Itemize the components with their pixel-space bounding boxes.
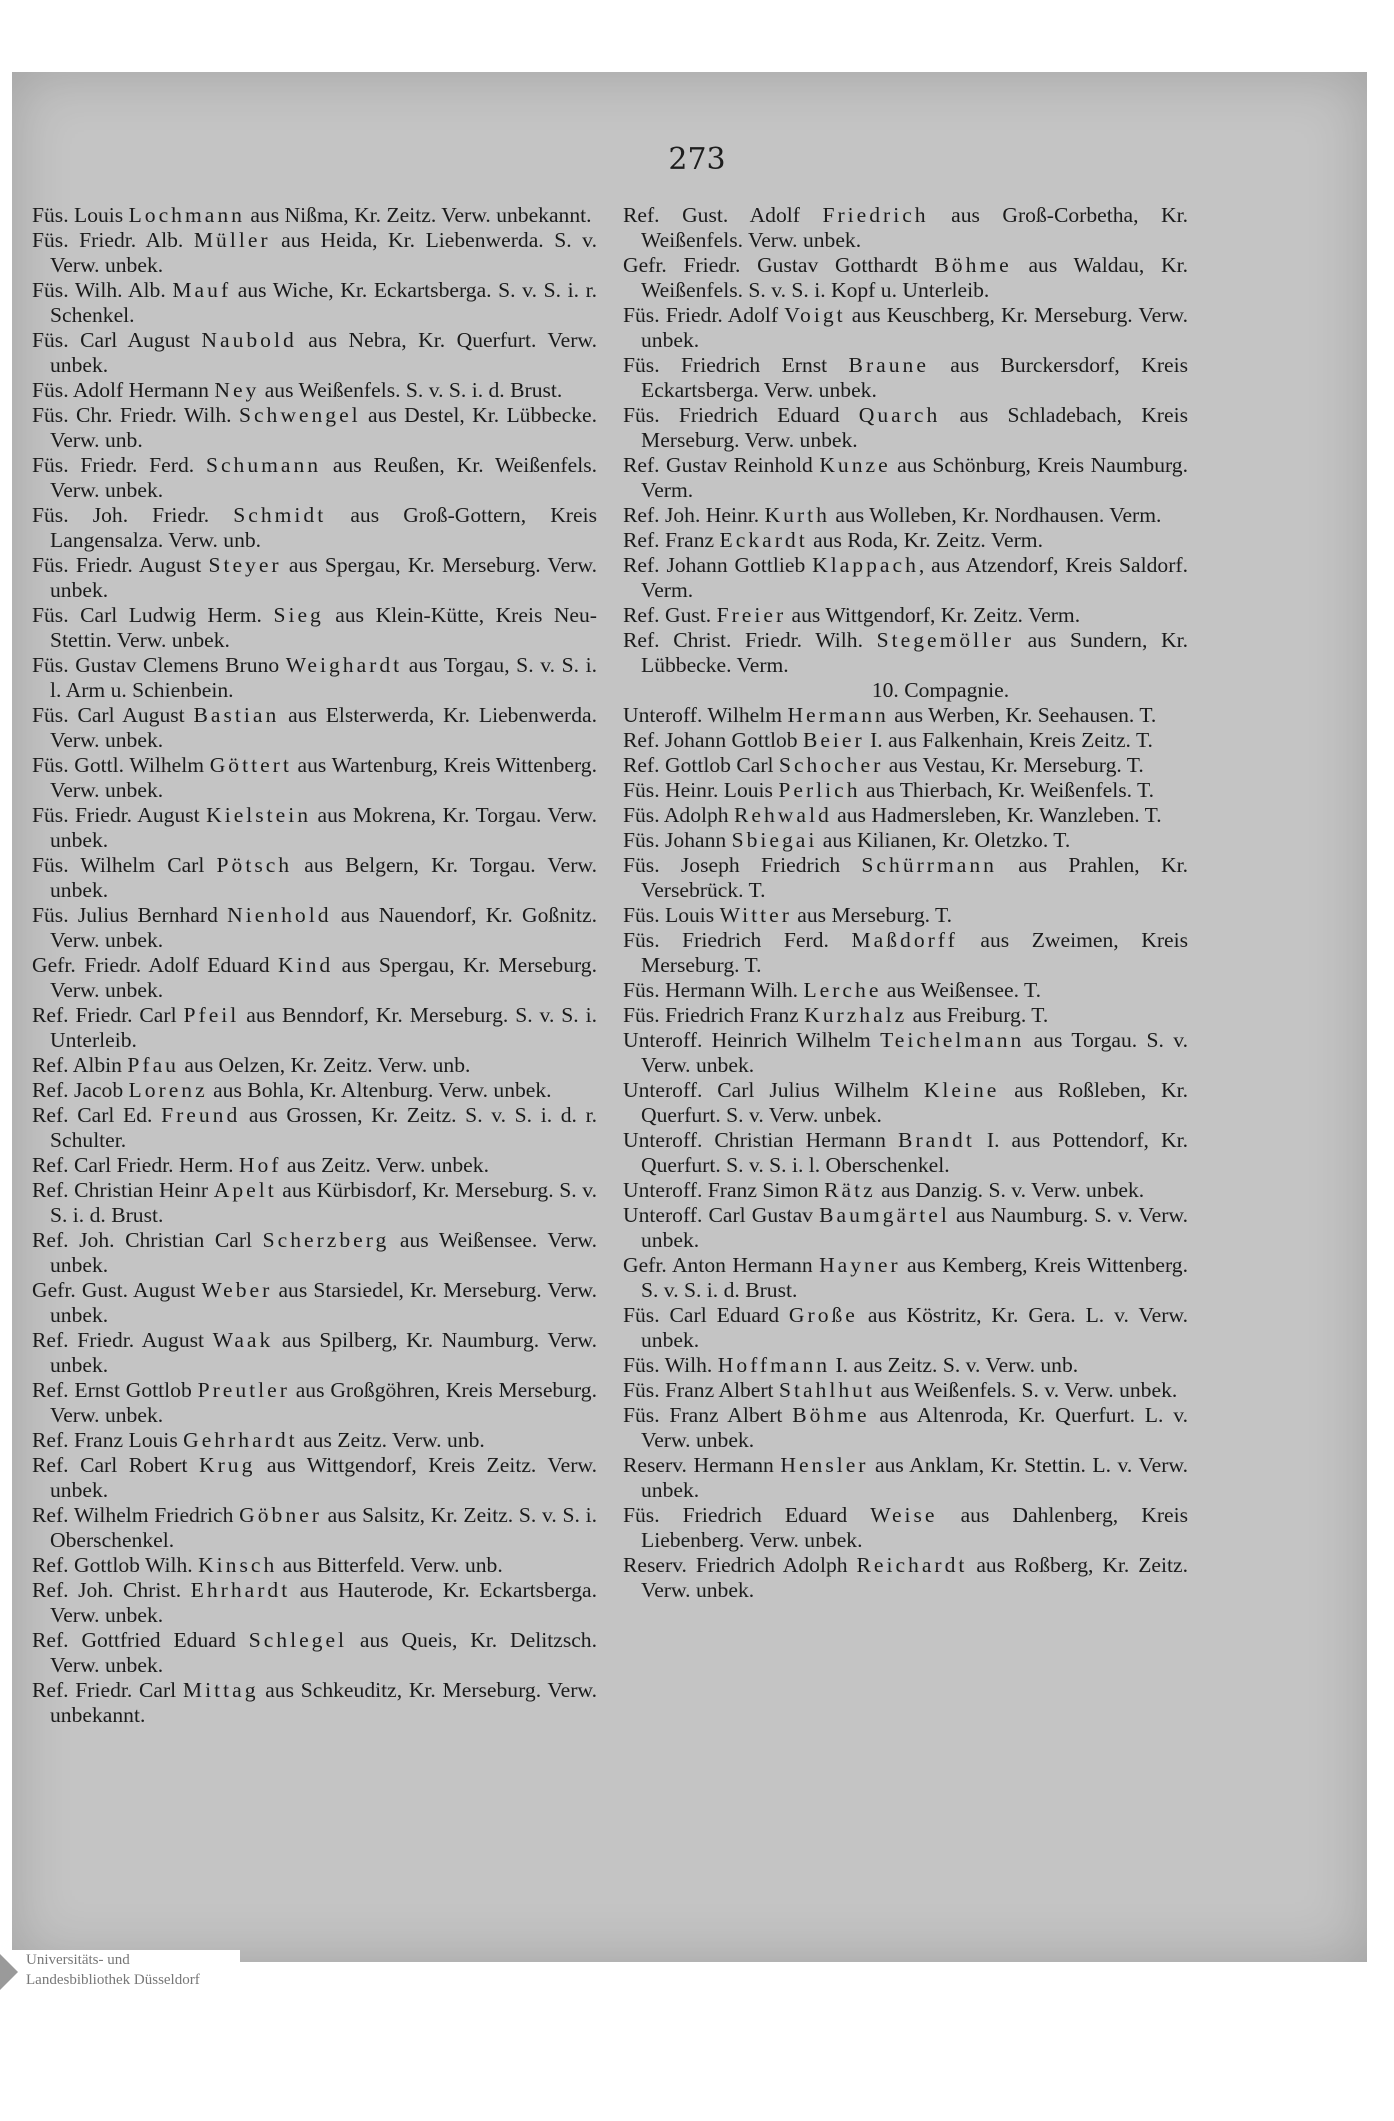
entry-surname: Göbner bbox=[239, 1503, 322, 1527]
entry-prefix: Ref. Gust. bbox=[623, 603, 717, 627]
entry-surname: Perlich bbox=[778, 778, 861, 802]
entry-prefix: Füs. Gottl. Wilhelm bbox=[32, 753, 210, 777]
casualty-entry bbox=[32, 1153, 597, 1178]
casualty-entry bbox=[623, 1178, 1188, 1203]
entry-prefix: Unteroff. Heinrich Wilhelm bbox=[623, 1028, 881, 1052]
entry-details: aus Wittgendorf, Kreis Zeitz. Verw. unbek. bbox=[50, 1453, 597, 1502]
entry-details: aus Nauendorf, Kr. Goßnitz. Verw. unbek. bbox=[50, 903, 597, 952]
casualty-entry bbox=[623, 753, 1188, 778]
casualty-entry bbox=[623, 703, 1188, 728]
entry-details: aus Kilianen, Kr. Oletzko. T. bbox=[817, 828, 1071, 852]
entry-surname: Preutler bbox=[197, 1378, 290, 1402]
entry-prefix: Unteroff. Christian Hermann bbox=[623, 1128, 899, 1152]
entry-details: , aus Atzendorf, Kreis Saldorf. Verm. bbox=[641, 553, 1188, 602]
entry-details: aus Danzig. S. v. Verw. unbek. bbox=[875, 1178, 1145, 1202]
entry-prefix: Ref. Albin bbox=[32, 1053, 128, 1077]
library-logo-icon bbox=[0, 1954, 18, 1990]
casualty-entry bbox=[623, 1253, 1188, 1303]
entry-details: aus Spergau, Kr. Merseburg. Verw. unbek. bbox=[50, 953, 597, 1002]
entry-details: aus Keuschberg, Kr. Merseburg. Verw. unbek. bbox=[641, 303, 1188, 352]
casualty-entry bbox=[623, 728, 1188, 753]
entry-surname: Reichardt bbox=[856, 1553, 968, 1577]
entry-prefix: Füs. Friedr. August bbox=[32, 553, 209, 577]
entry-prefix: Gefr. Friedr. Gustav Gotthardt bbox=[623, 253, 935, 277]
casualty-entry bbox=[623, 628, 1188, 678]
casualty-entry bbox=[623, 1378, 1188, 1403]
entry-prefix: Füs. Friedr. August bbox=[32, 803, 207, 827]
casualty-entry bbox=[32, 1078, 597, 1103]
entry-surname: Beier bbox=[802, 728, 865, 752]
casualty-entry bbox=[623, 503, 1188, 528]
right-column bbox=[623, 203, 1188, 1603]
entry-prefix: Ref. Gottlob Wilh. bbox=[32, 1553, 199, 1577]
casualty-entry bbox=[32, 1503, 597, 1553]
casualty-entry bbox=[623, 453, 1188, 503]
entry-prefix: Füs. Julius Bernhard bbox=[32, 903, 228, 927]
entry-surname: Pfeil bbox=[183, 1003, 240, 1027]
entry-prefix: Ref. Gottlob Carl bbox=[623, 753, 779, 777]
entry-surname: Eckardt bbox=[719, 528, 808, 552]
casualty-entry bbox=[623, 828, 1188, 853]
casualty-entry bbox=[32, 1378, 597, 1428]
casualty-entry bbox=[32, 953, 597, 1003]
entry-surname: Rehwald bbox=[734, 803, 832, 827]
entry-prefix: Ref. Friedr. Carl bbox=[32, 1678, 183, 1702]
casualty-entry bbox=[32, 1228, 597, 1278]
entry-details: aus Starsiedel, Kr. Merseburg. Verw. unbek. bbox=[50, 1278, 597, 1327]
entry-surname: Kunze bbox=[819, 453, 891, 477]
entry-surname: Voigt bbox=[784, 303, 846, 327]
entry-prefix: Füs. Joh. Friedr. bbox=[32, 503, 234, 527]
entry-prefix: Füs. Franz Albert bbox=[623, 1378, 779, 1402]
entry-surname: Ehrhardt bbox=[190, 1578, 291, 1602]
entry-prefix: Füs. Louis bbox=[623, 903, 720, 927]
entry-surname: Müller bbox=[193, 228, 271, 252]
entry-details: aus Bitterfeld. Verw. unb. bbox=[277, 1553, 503, 1577]
entry-surname: Hayner bbox=[819, 1253, 901, 1277]
entry-prefix: Unteroff. Franz Simon bbox=[623, 1178, 825, 1202]
entry-surname: Lochmann bbox=[128, 203, 245, 227]
entry-details: aus Klein-Kütte, Kreis Neu-Stettin. Verw. unbek. bbox=[50, 603, 597, 652]
entry-prefix: Füs. Friedrich Eduard bbox=[623, 1503, 871, 1527]
entry-details: aus Schladebach, Kreis Merseburg. Verw. unbek. bbox=[641, 403, 1188, 452]
entry-prefix: Ref. Carl Friedr. Herm. bbox=[32, 1153, 239, 1177]
entry-surname: Weber bbox=[201, 1278, 273, 1302]
entry-details: aus Groß-Gottern, Kreis Langensalza. Verw. unb. bbox=[50, 503, 597, 552]
entry-prefix: Ref. Joh. Christian Carl bbox=[32, 1228, 263, 1252]
entry-surname: Steyer bbox=[208, 553, 282, 577]
entry-details: aus Schkeuditz, Kr. Merseburg. Verw. unbekannt. bbox=[50, 1678, 597, 1727]
entry-surname: Pötsch bbox=[216, 853, 293, 877]
entry-details: aus Prahlen, Kr. Versebrück. T. bbox=[641, 853, 1188, 902]
entry-prefix: Ref. Christian Heinr bbox=[32, 1178, 214, 1202]
entry-details: aus Naumburg. S. v. Verw. unbek. bbox=[641, 1203, 1189, 1252]
entry-prefix: Füs. Joseph Friedrich bbox=[623, 853, 862, 877]
entry-details: aus Zweimen, Kreis Merseburg. T. bbox=[641, 928, 1188, 977]
entry-details: aus Vestau, Kr. Merseburg. T. bbox=[883, 753, 1144, 777]
entry-surname: Pfau bbox=[127, 1053, 179, 1077]
entry-surname: Stahlhut bbox=[778, 1378, 875, 1402]
casualty-entry bbox=[623, 353, 1188, 403]
entry-surname: Hensler bbox=[780, 1453, 869, 1477]
entry-surname: Braune bbox=[848, 353, 929, 377]
casualty-entry bbox=[32, 503, 597, 553]
entry-surname: Freier bbox=[716, 603, 787, 627]
casualty-entry bbox=[32, 1678, 597, 1728]
entry-details: aus Anklam, Kr. Stettin. L. v. Verw. unbek. bbox=[641, 1453, 1188, 1502]
entry-details: I. aus Falkenhain, Kreis Zeitz. T. bbox=[864, 728, 1153, 752]
entry-surname: Hermann bbox=[787, 703, 889, 727]
entry-details: aus Hauterode, Kr. Eckartsberga. Verw. unbek. bbox=[50, 1578, 597, 1627]
entry-details: aus Altenroda, Kr. Querfurt. L. v. Verw. unbek. bbox=[641, 1403, 1188, 1452]
casualty-entry bbox=[623, 1553, 1188, 1603]
casualty-entry bbox=[623, 1128, 1188, 1178]
entry-details: aus Wittgendorf, Kr. Zeitz. Verm. bbox=[786, 603, 1081, 627]
entry-details: aus Wiche, Kr. Eckartsberga. S. v. S. i. r. Schenkel. bbox=[50, 278, 597, 327]
entry-details: aus Weißensee. T. bbox=[881, 978, 1041, 1002]
entry-surname: Rätz bbox=[824, 1178, 876, 1202]
casualty-entry bbox=[32, 903, 597, 953]
casualty-entry bbox=[623, 203, 1188, 253]
entry-details: aus Roßberg, Kr. Zeitz. Verw. unbek. bbox=[641, 1553, 1188, 1602]
casualty-entry bbox=[623, 1353, 1188, 1378]
entry-surname: Weighardt bbox=[285, 653, 403, 677]
entry-surname: Sieg bbox=[273, 603, 324, 627]
casualty-entry bbox=[623, 803, 1188, 828]
casualty-entry bbox=[32, 1628, 597, 1678]
right-column-bottom-list bbox=[623, 703, 1188, 1603]
entry-surname: Kinsch bbox=[198, 1553, 278, 1577]
entry-prefix: Ref. Jacob bbox=[32, 1078, 129, 1102]
entry-surname: Schlegel bbox=[248, 1628, 348, 1652]
entry-details: aus Zeitz. Verw. unb. bbox=[297, 1428, 485, 1452]
casualty-entry bbox=[623, 553, 1188, 603]
casualty-entry bbox=[32, 453, 597, 503]
entry-details: I. aus Pottendorf, Kr. Querfurt. S. v. S. i. l. Oberschenkel. bbox=[641, 1128, 1188, 1177]
casualty-entry bbox=[623, 903, 1188, 928]
entry-surname: Witter bbox=[719, 903, 792, 927]
casualty-entry bbox=[32, 1178, 597, 1228]
casualty-entry bbox=[32, 228, 597, 278]
entry-details: aus Salsitz, Kr. Zeitz. S. v. S. i. Oberschenkel. bbox=[50, 1503, 597, 1552]
casualty-entry bbox=[32, 753, 597, 803]
entry-surname: Stegemöller bbox=[876, 628, 1014, 652]
entry-prefix: Füs. Carl August bbox=[32, 328, 202, 352]
entry-surname: Schwengel bbox=[238, 403, 361, 427]
entry-surname: Lerche bbox=[803, 978, 882, 1002]
entry-details: aus Groß-Corbetha, Kr. Weißenfels. Verw. unbek. bbox=[641, 203, 1188, 252]
entry-details: aus Kemberg, Kreis Wittenberg. S. v. S. i. d. Brust. bbox=[641, 1253, 1188, 1302]
entry-prefix: Gefr. Gust. August bbox=[32, 1278, 202, 1302]
casualty-entry bbox=[623, 853, 1188, 903]
entry-surname: Schürrmann bbox=[861, 853, 997, 877]
entry-prefix: Füs. Friedrich Ernst bbox=[623, 353, 849, 377]
casualty-entry bbox=[623, 253, 1188, 303]
entry-details: aus Elsterwerda, Kr. Liebenwerda. Verw. unbek. bbox=[50, 703, 597, 752]
entry-surname: Gehrhardt bbox=[183, 1428, 298, 1452]
entry-details: aus Freiburg. T. bbox=[907, 1003, 1049, 1027]
casualty-entry bbox=[32, 1328, 597, 1378]
entry-surname: Freund bbox=[161, 1103, 241, 1127]
entry-surname: Schocher bbox=[778, 753, 884, 777]
entry-prefix: Füs. Gustav Clemens Bruno bbox=[32, 653, 286, 677]
entry-surname: Schmidt bbox=[233, 503, 327, 527]
right-column-top-list bbox=[623, 203, 1188, 678]
entry-details: aus Weißenfels. S. v. Verw. unbek. bbox=[874, 1378, 1178, 1402]
casualty-entry bbox=[32, 1553, 597, 1578]
entry-details: aus Waldau, Kr. Weißenfels. S. v. S. i. Kopf u. Unterleib. bbox=[641, 253, 1188, 302]
entry-details: aus Roßleben, Kr. Querfurt. S. v. Verw. unbek. bbox=[641, 1078, 1188, 1127]
entry-prefix: Ref. Franz Louis bbox=[32, 1428, 184, 1452]
entry-prefix: Füs. Wilh. bbox=[623, 1353, 718, 1377]
entry-details: aus Werben, Kr. Seehausen. T. bbox=[888, 703, 1157, 727]
entry-prefix: Gefr. Anton Hermann bbox=[623, 1253, 820, 1277]
entry-details: aus Bohla, Kr. Altenburg. Verw. unbek. bbox=[207, 1078, 552, 1102]
entry-prefix: Füs. Friedrich Eduard bbox=[623, 403, 859, 427]
casualty-entry bbox=[623, 1403, 1188, 1453]
entry-surname: Böhme bbox=[934, 253, 1012, 277]
entry-surname: Weise bbox=[870, 1503, 938, 1527]
entry-surname: Bastian bbox=[193, 703, 280, 727]
entry-surname: Ney bbox=[214, 378, 260, 402]
entry-details: aus Zeitz. Verw. unbek. bbox=[281, 1153, 489, 1177]
entry-surname: Mittag bbox=[182, 1678, 259, 1702]
entry-prefix: Ref. Carl Ed. bbox=[32, 1103, 162, 1127]
entry-surname: Kurzhalz bbox=[804, 1003, 908, 1027]
entry-prefix: Ref. Gust. Adolf bbox=[623, 203, 823, 227]
casualty-entry bbox=[32, 1278, 597, 1328]
entry-surname: Hoffmann bbox=[717, 1353, 831, 1377]
casualty-entry bbox=[32, 328, 597, 378]
casualty-entry bbox=[32, 853, 597, 903]
entry-prefix: Füs. Friedr. Alb. bbox=[32, 228, 194, 252]
casualty-entry bbox=[32, 278, 597, 328]
entry-details: aus Belgern, Kr. Torgau. Verw. unbek. bbox=[50, 853, 597, 902]
entry-surname: Göttert bbox=[209, 753, 292, 777]
casualty-entry bbox=[623, 778, 1188, 803]
entry-details: aus Schönburg, Kreis Naumburg. Verm. bbox=[641, 453, 1188, 502]
casualty-entry bbox=[32, 378, 597, 403]
entry-surname: Große bbox=[788, 1303, 858, 1327]
entry-prefix: Füs. Johann bbox=[623, 828, 732, 852]
casualty-entry bbox=[32, 1003, 597, 1053]
entry-prefix: Ref. Franz bbox=[623, 528, 720, 552]
entry-prefix: Füs. Friedrich Franz bbox=[623, 1003, 805, 1027]
entry-prefix: Ref. Joh. Heinr. bbox=[623, 503, 765, 527]
entry-details: aus Grossen, Kr. Zeitz. S. v. S. i. d. r. Schulter. bbox=[50, 1103, 597, 1152]
casualty-entry bbox=[623, 303, 1188, 353]
entry-prefix: Unteroff. Carl Julius Wilhelm bbox=[623, 1078, 924, 1102]
entry-surname: Sbiegai bbox=[731, 828, 818, 852]
entry-prefix: Füs. Carl August bbox=[32, 703, 194, 727]
entry-details: aus Roda, Kr. Zeitz. Verm. bbox=[807, 528, 1043, 552]
entry-surname: Quarch bbox=[858, 403, 941, 427]
entry-surname: Krug bbox=[198, 1453, 256, 1477]
casualty-entry bbox=[623, 603, 1188, 628]
entry-prefix: Ref. Gustav Reinhold bbox=[623, 453, 820, 477]
entry-prefix: Füs. Louis bbox=[32, 203, 129, 227]
entry-prefix: Füs. Hermann Wilh. bbox=[623, 978, 804, 1002]
casualty-entry bbox=[623, 1078, 1188, 1128]
entry-surname: Apelt bbox=[213, 1178, 277, 1202]
entry-details: aus Hadmersleben, Kr. Wanzleben. T. bbox=[831, 803, 1162, 827]
entry-surname: Schumann bbox=[205, 453, 322, 477]
casualty-entry bbox=[623, 1303, 1188, 1353]
entry-prefix: Ref. Johann Gottlob bbox=[623, 728, 803, 752]
entry-prefix: Ref. Carl Robert bbox=[32, 1453, 199, 1477]
entry-prefix: Ref. Christ. Friedr. Wilh. bbox=[623, 628, 877, 652]
entry-prefix: Reserv. Friedrich Adolph bbox=[623, 1553, 857, 1577]
entry-details: aus Spergau, Kr. Merseburg. Verw. unbek. bbox=[50, 553, 598, 602]
entry-surname: Friedrich bbox=[822, 203, 929, 227]
casualty-entry bbox=[32, 803, 597, 853]
entry-details: I. aus Zeitz. S. v. Verw. unb. bbox=[830, 1353, 1079, 1377]
entry-surname: Maßdorff bbox=[851, 928, 958, 952]
entry-surname: Klappach bbox=[812, 553, 919, 577]
casualty-entry bbox=[32, 203, 597, 228]
entry-details: aus Kürbisdorf, Kr. Merseburg. S. v. S. i. d. Brust. bbox=[50, 1178, 597, 1227]
entry-details: aus Burckersdorf, Kreis Eckartsberga. Verw. unbek. bbox=[641, 353, 1188, 402]
entry-details: aus Destel, Kr. Lübbecke. Verw. unb. bbox=[50, 403, 597, 452]
entry-details: aus Großgöhren, Kreis Merseburg. Verw. unbek. bbox=[50, 1378, 597, 1427]
entry-prefix: Füs. Chr. Friedr. Wilh. bbox=[32, 403, 239, 427]
casualty-entry bbox=[32, 403, 597, 453]
casualty-entry bbox=[32, 603, 597, 653]
entry-prefix: Ref. Joh. Christ. bbox=[32, 1578, 191, 1602]
entry-details: aus Nebra, Kr. Querfurt. Verw. unbek. bbox=[50, 328, 597, 377]
entry-details: aus Torgau. S. v. Verw. unbek. bbox=[641, 1028, 1188, 1077]
entry-details: aus Spilberg, Kr. Naumburg. Verw. unbek. bbox=[50, 1328, 597, 1377]
entry-details: aus Weißenfels. S. v. S. i. d. Brust. bbox=[259, 378, 563, 402]
entry-prefix: Füs. Friedr. Ferd. bbox=[32, 453, 206, 477]
entry-prefix: Ref. Friedr. Carl bbox=[32, 1003, 184, 1027]
entry-details: aus Mokrena, Kr. Torgau. Verw. unbek. bbox=[50, 803, 597, 852]
casualty-entry bbox=[32, 1428, 597, 1453]
casualty-entry bbox=[623, 528, 1188, 553]
left-column bbox=[32, 203, 597, 1728]
page-number: 273 bbox=[668, 142, 726, 177]
entry-prefix: Füs. Carl Eduard bbox=[623, 1303, 789, 1327]
entry-details: aus Torgau, S. v. S. i. l. Arm u. Schienbein. bbox=[50, 653, 597, 702]
entry-details: aus Heida, Kr. Liebenwerda. S. v. Verw. unbek. bbox=[50, 228, 597, 277]
casualty-entry bbox=[623, 1203, 1188, 1253]
entry-surname: Baumgärtel bbox=[819, 1203, 950, 1227]
entry-details: aus Weißensee. Verw. unbek. bbox=[50, 1228, 598, 1277]
entry-surname: Kielstein bbox=[206, 803, 312, 827]
entry-prefix: Füs. Wilhelm Carl bbox=[32, 853, 217, 877]
entry-details: aus Wolleben, Kr. Nordhausen. Verm. bbox=[829, 503, 1162, 527]
entry-surname: Hof bbox=[238, 1153, 282, 1177]
entry-surname: Waak bbox=[212, 1328, 274, 1352]
entry-details: aus Thierbach, Kr. Weißenfels. T. bbox=[860, 778, 1155, 802]
entry-prefix: Unteroff. Carl Gustav bbox=[623, 1203, 820, 1227]
entry-details: aus Wartenburg, Kreis Wittenberg. Verw. unbek. bbox=[50, 753, 597, 802]
entry-surname: Böhme bbox=[792, 1403, 870, 1427]
entry-prefix: Ref. Wilhelm Friedrich bbox=[32, 1503, 240, 1527]
watermark-line-1: Universitäts- und bbox=[26, 1952, 130, 1968]
casualty-entry bbox=[32, 1103, 597, 1153]
entry-prefix: Ref. Johann Gottlieb bbox=[623, 553, 813, 577]
entry-details: aus Queis, Kr. Delitzsch. Verw. unbek. bbox=[50, 1628, 598, 1677]
section-heading: 10. Compagnie. bbox=[871, 678, 1010, 702]
library-watermark bbox=[0, 1950, 240, 1994]
casualty-entry bbox=[32, 553, 597, 603]
entry-prefix: Ref. Ernst Gottlob bbox=[32, 1378, 198, 1402]
casualty-entry bbox=[623, 1453, 1188, 1503]
entry-prefix: Reserv. Hermann bbox=[623, 1453, 781, 1477]
entry-prefix: Unteroff. Wilhelm bbox=[623, 703, 788, 727]
entry-details: aus Köstritz, Kr. Gera. L. v. Verw. unbek. bbox=[641, 1303, 1188, 1352]
entry-prefix: Füs. Friedrich Ferd. bbox=[623, 928, 852, 952]
entry-details: aus Sundern, Kr. Lübbecke. Verm. bbox=[641, 628, 1188, 677]
entry-surname: Kleine bbox=[923, 1078, 1000, 1102]
casualty-entry bbox=[623, 1003, 1188, 1028]
casualty-entry bbox=[32, 1053, 597, 1078]
entry-surname: Kind bbox=[278, 953, 334, 977]
entry-prefix: Ref. Friedr. August bbox=[32, 1328, 213, 1352]
entry-prefix: Füs. Wilh. Alb. bbox=[32, 278, 173, 302]
entry-prefix: Füs. Friedr. Adolf bbox=[623, 303, 785, 327]
entry-prefix: Füs. Adolf Hermann bbox=[32, 378, 215, 402]
entry-details: aus Oelzen, Kr. Zeitz. Verw. unb. bbox=[178, 1053, 471, 1077]
casualty-entry bbox=[623, 928, 1188, 978]
casualty-entry bbox=[32, 1453, 597, 1503]
entry-surname: Naubold bbox=[201, 328, 297, 352]
entry-surname: Teichelmann bbox=[880, 1028, 1025, 1052]
casualty-entry bbox=[623, 1028, 1188, 1078]
entry-prefix: Ref. Gottfried Eduard bbox=[32, 1628, 249, 1652]
entry-surname: Scherzberg bbox=[262, 1228, 390, 1252]
casualty-entry bbox=[32, 653, 597, 703]
casualty-entry bbox=[32, 703, 597, 753]
entry-prefix: Gefr. Friedr. Adolf Eduard bbox=[32, 953, 278, 977]
casualty-entry bbox=[623, 403, 1188, 453]
entry-details: aus Dahlenberg, Kreis Liebenberg. Verw. unbek. bbox=[641, 1503, 1188, 1552]
entry-details: aus Merseburg. T. bbox=[791, 903, 953, 927]
entry-surname: Kurth bbox=[764, 503, 830, 527]
entry-prefix: Füs. Adolph bbox=[623, 803, 734, 827]
casualty-entry bbox=[623, 1503, 1188, 1553]
casualty-entry bbox=[32, 1578, 597, 1628]
entry-surname: Mauf bbox=[172, 278, 232, 302]
entry-details: aus Reußen, Kr. Weißenfels. Verw. unbek. bbox=[50, 453, 597, 502]
watermark-line-2: Landesbibliothek Düsseldorf bbox=[26, 1972, 200, 1988]
entry-surname: Brandt bbox=[898, 1128, 975, 1152]
entry-prefix: Füs. Heinr. Louis bbox=[623, 778, 779, 802]
entry-surname: Nienhold bbox=[227, 903, 332, 927]
entry-details: aus Nißma, Kr. Zeitz. Verw. unbekannt. bbox=[244, 203, 592, 227]
entry-prefix: Füs. Carl Ludwig Herm. bbox=[32, 603, 274, 627]
entry-surname: Lorenz bbox=[128, 1078, 208, 1102]
entry-details: aus Benndorf, Kr. Merseburg. S. v. S. i. Unterleib. bbox=[50, 1003, 597, 1052]
casualty-entry bbox=[623, 978, 1188, 1003]
entry-prefix: Füs. Franz Albert bbox=[623, 1403, 793, 1427]
